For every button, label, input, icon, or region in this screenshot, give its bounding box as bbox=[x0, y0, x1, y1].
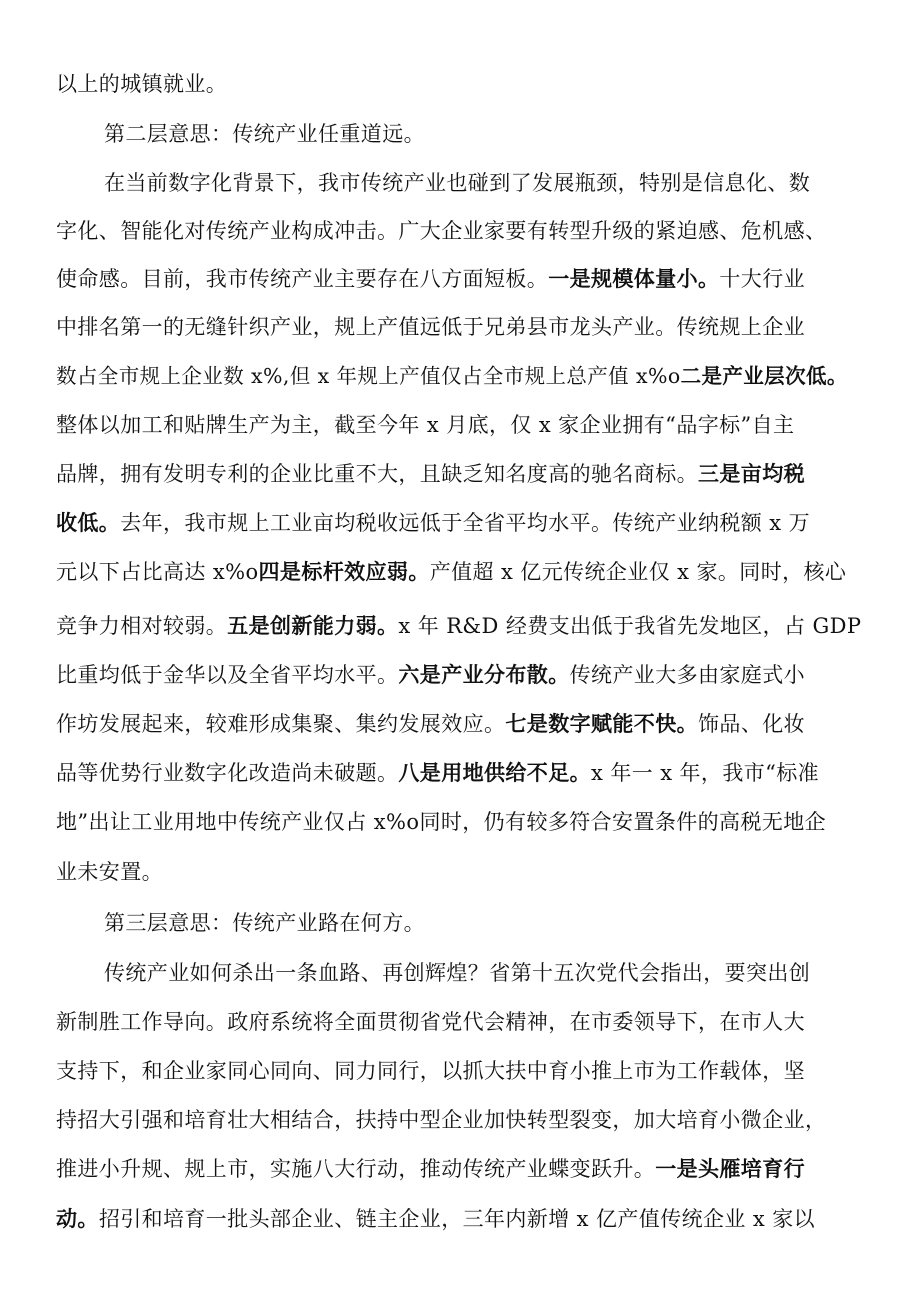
body-text: 竞争力相对较弱。 bbox=[56, 614, 228, 638]
section-heading bbox=[104, 114, 425, 154]
paragraph-line bbox=[56, 852, 163, 892]
paragraph-line bbox=[56, 753, 819, 793]
body-text: 元以下占比高达 x%o bbox=[56, 560, 259, 584]
body-text: 品牌，拥有发明专利的企业比重不大，且缺乏知名度高的驰名商标。 bbox=[56, 462, 698, 486]
body-text: 业未安置。 bbox=[56, 860, 163, 884]
body-text: 比重均低于金华以及全省平均水平。 bbox=[56, 663, 399, 687]
paragraph-line bbox=[56, 655, 805, 695]
body-text: 饰品、化妆 bbox=[698, 712, 806, 736]
emphasis-text: 四是标杆效应弱。 bbox=[258, 560, 430, 584]
body-text: 支持下，和企业家同心同向、同力同行，以抓大扶中育小推上市为工作载体，坚 bbox=[56, 1059, 805, 1083]
body-text: 持招大引强和培育壮大相结合，扶持中型企业加快转型裂变，加大培育小微企业， bbox=[56, 1108, 827, 1132]
body-text: x 年 R&D 经费支出低于我省先发地区，占 GDP bbox=[398, 614, 862, 638]
emphasis-text: 二是产业层次低。 bbox=[680, 364, 848, 388]
emphasis-text: 动。 bbox=[56, 1207, 99, 1231]
emphasis-text: 三是亩均税 bbox=[698, 462, 805, 486]
paragraph-line bbox=[56, 503, 810, 543]
paragraph-line bbox=[56, 211, 826, 251]
body-text: 在当前数字化背景下，我市传统产业也碰到了发展瓶颈，特别是信息化、数 bbox=[104, 171, 811, 195]
paragraph-line bbox=[104, 953, 810, 993]
paragraph-line bbox=[56, 64, 227, 104]
paragraph-line bbox=[104, 163, 810, 203]
paragraph-line bbox=[56, 259, 805, 299]
body-text: 第三层意思：传统产业路在何方。 bbox=[104, 911, 425, 935]
emphasis-text: 六是产业分布散。 bbox=[398, 663, 570, 687]
paragraph-line bbox=[56, 1051, 805, 1091]
body-text: 新制胜工作导向。政府系统将全面贯彻省党代会精神，在市委领导下，在市人大 bbox=[56, 1010, 805, 1034]
body-text: 招引和培育一批头部企业、链主企业，三年内新增 x 亿产值传统企业 x 家以 bbox=[98, 1207, 815, 1231]
body-text: 整体以加工和贴牌生产为主，截至今年 x 月底，仅 x 家企业拥有“品字标”自主 bbox=[56, 413, 795, 437]
body-text: 数占全市规上企业数 x%,但 x 年规上产值仅占全市规上总产值 x%o bbox=[56, 364, 681, 388]
emphasis-text: 一是头雁培育行 bbox=[655, 1157, 806, 1181]
emphasis-text: 八是用地供给不足。 bbox=[398, 761, 592, 785]
body-text: x 年一 x 年，我市“标准 bbox=[591, 761, 820, 785]
paragraph-line bbox=[56, 552, 846, 592]
body-text: 中排名第一的无缝针织产业，规上产值远低于兄弟县市龙头产业。传统规上企业 bbox=[56, 315, 805, 339]
body-text: 作坊发展起来，较难形成集聚、集约发展效应。 bbox=[56, 712, 506, 736]
paragraph-line bbox=[56, 307, 805, 347]
body-text: 传统产业如何杀出一条血路、再创辉煌？省第十五次党代会指出，要突出创 bbox=[104, 961, 811, 985]
section-heading bbox=[104, 903, 425, 943]
body-text: 使命感。目前，我市传统产业主要存在八方面短板。 bbox=[56, 267, 549, 291]
emphasis-text: 一是规模体量小。 bbox=[548, 267, 720, 291]
paragraph-line bbox=[56, 1002, 805, 1042]
paragraph-line bbox=[56, 704, 805, 744]
body-text: 第二层意思：传统产业任重道远。 bbox=[104, 122, 425, 146]
emphasis-text: 七是数字赋能不快。 bbox=[505, 712, 699, 736]
paragraph-line bbox=[56, 454, 805, 494]
body-text: 字化、智能化对传统产业构成冲击。广大企业家要有转型升级的紧迫感、危机感、 bbox=[56, 219, 827, 243]
body-text: 以上的城镇就业。 bbox=[56, 72, 228, 96]
paragraph-line bbox=[56, 356, 848, 396]
paragraph-line bbox=[56, 1149, 805, 1189]
body-text: 十大行业 bbox=[719, 267, 806, 291]
body-text: 推进小升规、规上市，实施八大行动，推动传统产业蝶变跃升。 bbox=[56, 1157, 656, 1181]
paragraph-line bbox=[56, 802, 826, 842]
paragraph-line bbox=[56, 1199, 815, 1239]
body-text: 地”出让工业用地中传统产业仅占 x%o同时，仍有较多符合安置条件的高税无地企 bbox=[56, 810, 827, 834]
paragraph-line bbox=[56, 405, 794, 445]
emphasis-text: 收低。 bbox=[56, 511, 121, 535]
paragraph-line bbox=[56, 1100, 826, 1140]
body-text: 去年，我市规上工业亩均税收远低于全省平均水平。传统产业纳税额 x 万 bbox=[120, 511, 810, 535]
emphasis-text: 五是创新能力弱。 bbox=[227, 614, 399, 638]
body-text: 品等优势行业数字化改造尚未破题。 bbox=[56, 761, 399, 785]
paragraph-line bbox=[56, 606, 861, 646]
body-text: 产值超 x 亿元传统企业仅 x 家。同时，核心 bbox=[429, 560, 847, 584]
body-text: 传统产业大多由家庭式小 bbox=[569, 663, 806, 687]
